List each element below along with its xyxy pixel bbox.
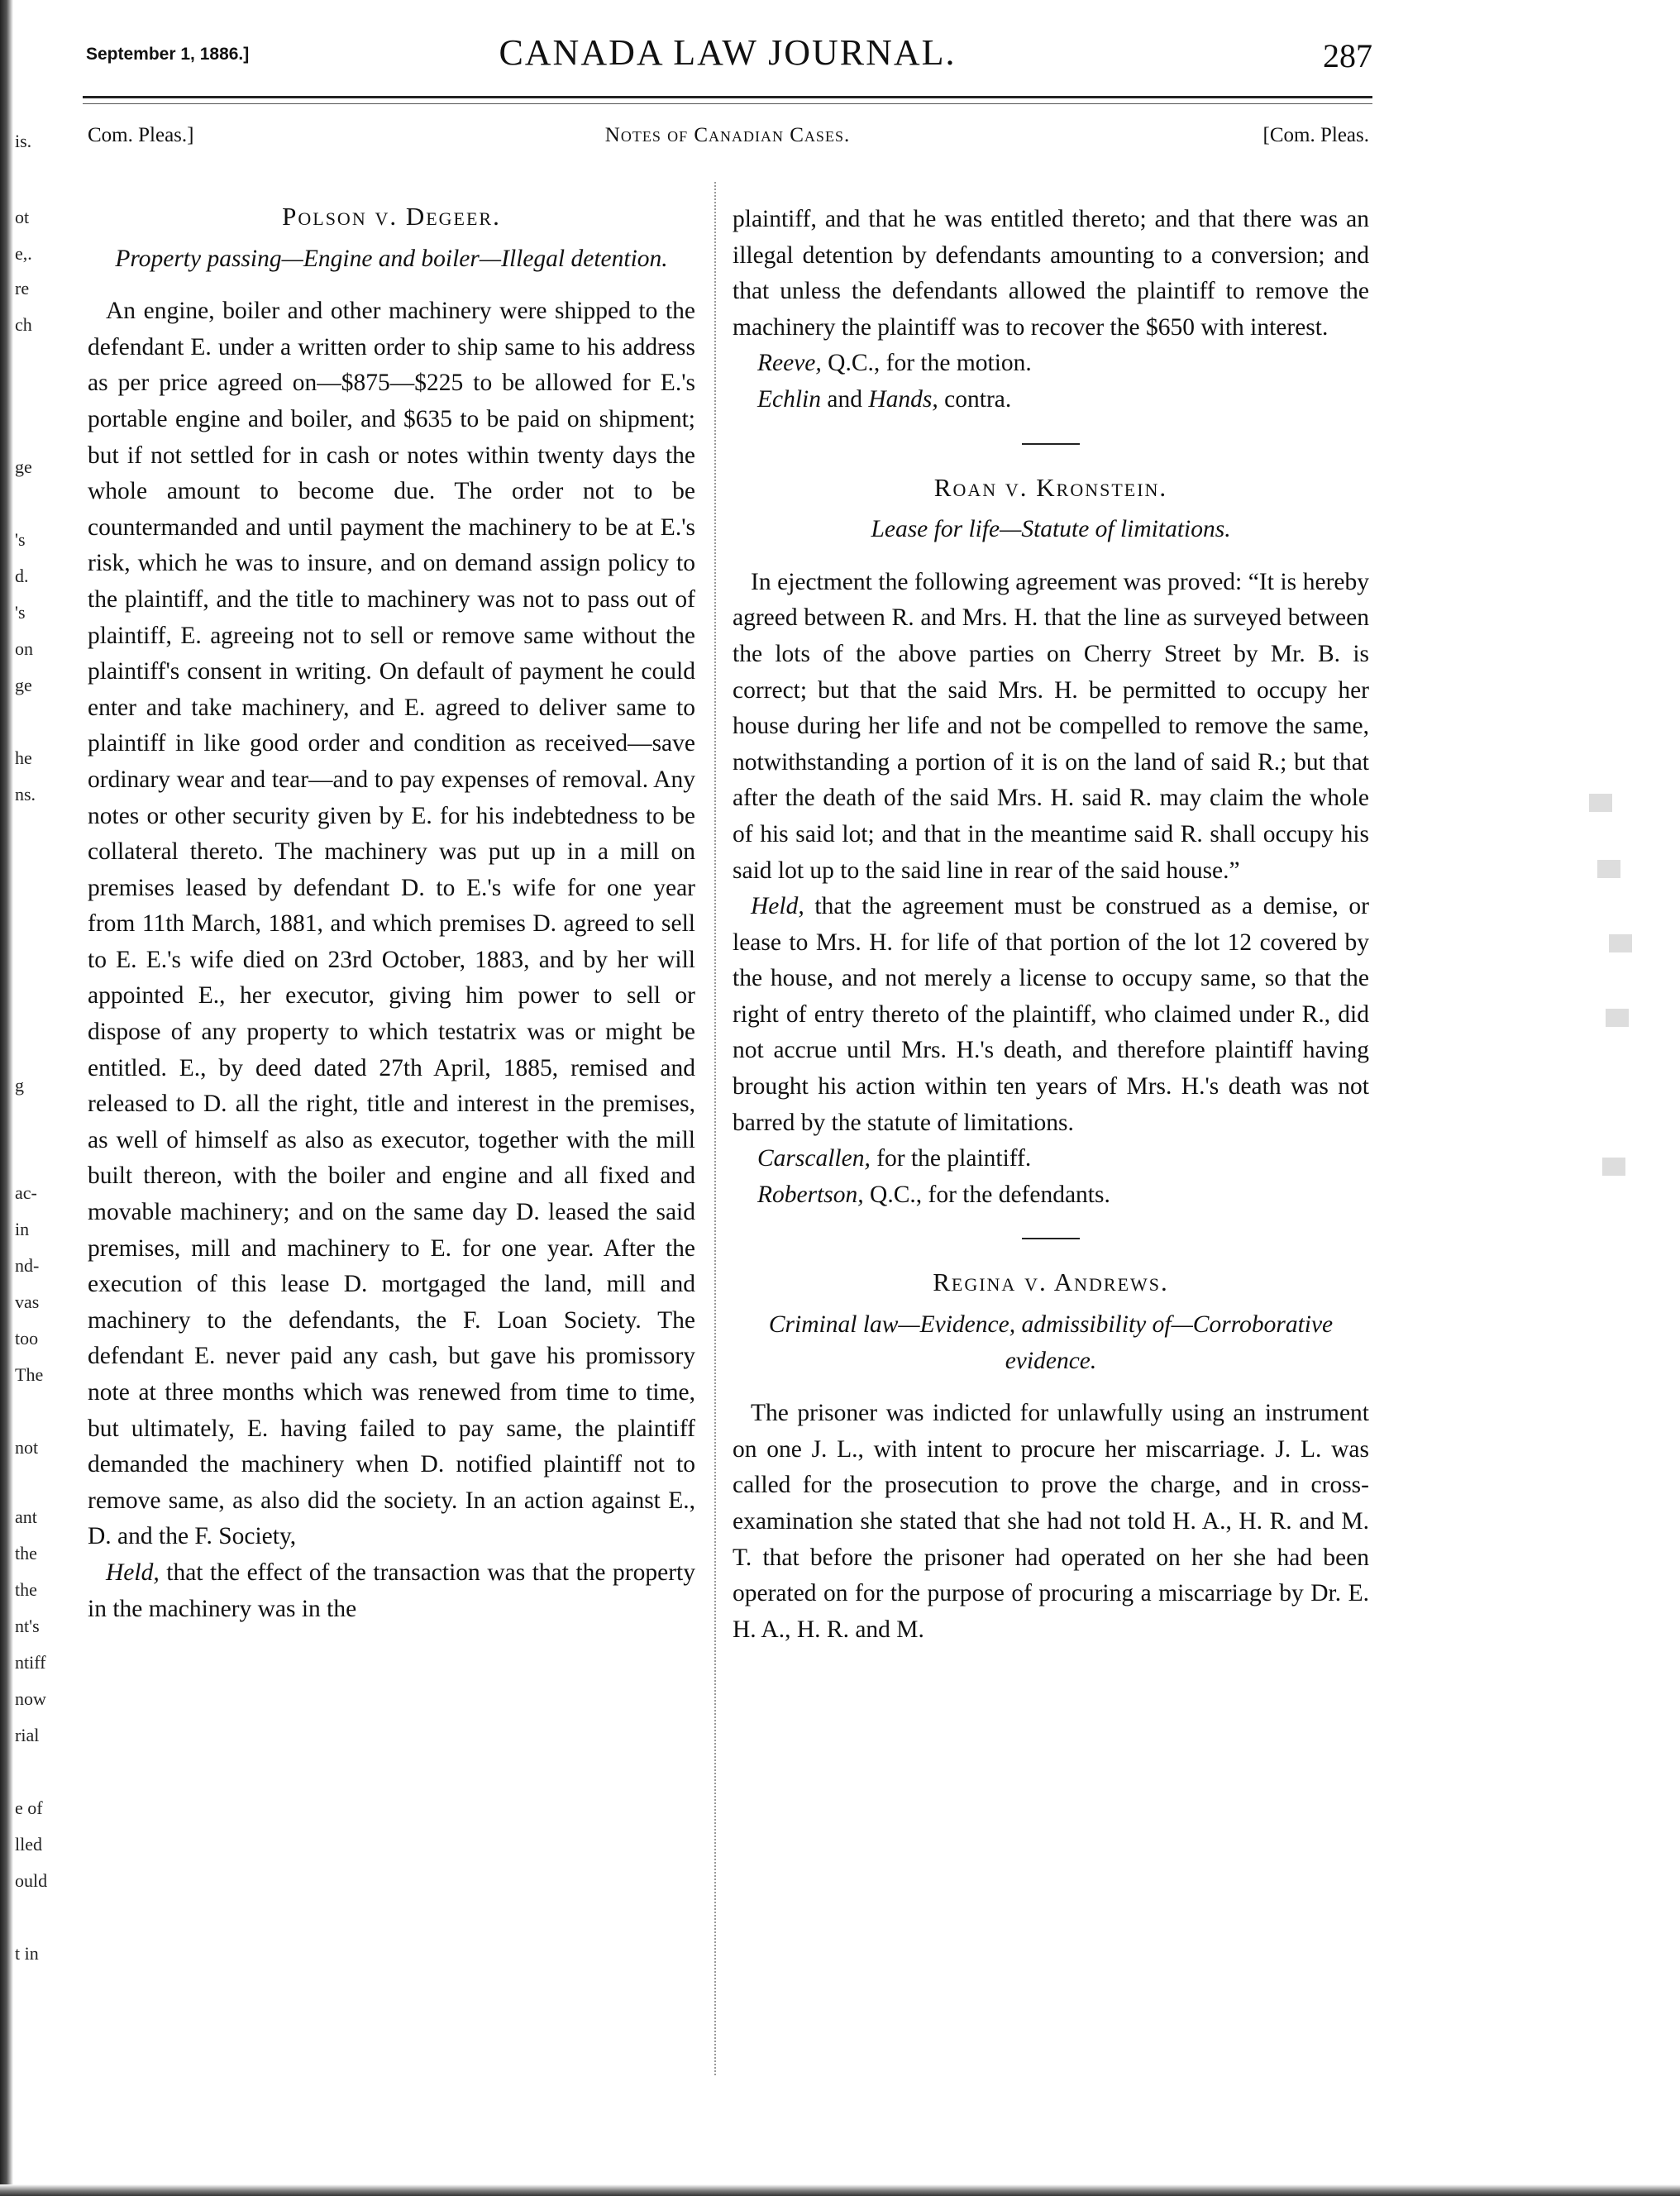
case-subtitle: Property passing—Engine and boiler—Illegal detention. [115, 245, 668, 272]
bleed-text: ge [15, 675, 32, 695]
scan-edge-left [0, 0, 13, 2196]
page-number: 287 [1323, 37, 1372, 74]
bleed-text: now [15, 1688, 46, 1709]
bleed-text: ntiff [15, 1652, 46, 1673]
counsel-line [757, 382, 1369, 418]
counsel-role: Q.C., for the motion. [821, 350, 1032, 377]
column-divider [714, 182, 716, 2075]
bleed-text: t in [15, 1943, 39, 1964]
case-body: The prisoner was indicted for unlawfully using an instrument on one J. L., with intent to procure her miscarriage. J. L. was called for the prosecution to prove the charge, and in cross-examination she stated that she had not told H. A., H. R. and M. T. that before the prisoner had operated on her she had been operated on for the purpose of procuring a miscarriage by Dr. E. H. A., H. R. and M. [733, 1400, 1369, 1643]
right-column [733, 202, 1369, 1648]
case-title: Roan v. Kronstein. [933, 472, 1168, 502]
bleed-text: he [15, 747, 32, 768]
bleed-text: 's [15, 529, 26, 550]
bleed-text: The [15, 1364, 44, 1385]
counsel-joiner: and [821, 385, 869, 413]
adjacent-page-bleed [15, 0, 73, 2196]
counsel-name: Hands, [868, 385, 938, 413]
running-head-left: Com. Pleas.] [88, 124, 194, 146]
bleed-text: the [15, 1579, 37, 1600]
bleed-text: ns. [15, 784, 36, 804]
case-separator [1022, 1238, 1080, 1239]
case-separator [1022, 443, 1080, 445]
holding-text: that the agreement must be construed as a demise, or lease to Mrs. H. for life of that portion of the lot 12 covered by the house, and not merely a license to occupy same, so that the right of entry thereto of the plaintiff, who claimed under R., did not accrue until Mrs. H.'s death, and therefore plaintiff having brought his action within ten years of Mrs. H.'s death was not barred by the statute of limitations. [733, 893, 1369, 1136]
counsel-line [757, 346, 1369, 382]
counsel-name: Robertson, [757, 1181, 864, 1208]
bleed-text: vas [15, 1291, 40, 1312]
bleed-text: is. [15, 131, 32, 151]
holding-text: that the effect of the transaction was that the property in the machinery was in the [88, 1559, 695, 1622]
case-body: An engine, boiler and other machinery were shipped to the defendant E. under a written order to ship same to his address as per price agreed on—$875—$225 to be allowed for E.'s portable engine and boiler, and $635 to be paid on shipment; but if not settled for in cash or notes within twenty days the whole amount to become due. The order not to be countermanded and until payment the machinery to be at E.'s risk, which he was to insure, and on demand assign policy to the plaintiff, and the title to machinery was not to pass out of plaintiff, E. agreeing not to sell or remove same without the plaintiff's consent in writing. On default of payment he could enter and take machinery, and E. agreed to deliver same to plaintiff in like good order and condition as received—save ordinary wear and tear—and to pay expenses of removal. Any notes or other security given by E. for his indebtedness to be collateral thereto. The machinery was put up in a mill on premises leased by defendant D. to E.'s wife for one year from 11th March, 1881, and which premises D. agreed to sell to E. E.'s wife died on 23rd October, 1883, and by her will appointed E., her executor, giving him power to sell or dispose of any property to which testatrix was or might be entitled. E., by deed dated 27th April, 1885, remised and released to D. all the right, title and interest in the premises, as well of himself as also as executor, together with the mill built thereon, with the boiler and engine and all fixed and movable machinery; and on the same day D. leased the said premises, mill and machinery to E. for one year. After the execution of this lease D. mortgaged the land, mill and machinery to the defendants, the F. Loan Society. The defendant E. never paid any cash, but gave his promissory note at three months which was renewed from time to time, but ultimately, E. having failed to pay same, the plaintiff demanded the machinery when D. notified plaintiff not to remove same, as also did the society. In an action against E., D. and the F. Society, [88, 298, 695, 1550]
bleed-text: re [15, 278, 30, 298]
bleed-text: ould [15, 1870, 48, 1891]
bleed-text: on [15, 638, 33, 659]
bleed-text: ot [15, 207, 30, 227]
scan-artifacts [1573, 761, 1647, 1257]
counsel-role: contra. [938, 385, 1012, 413]
counsel-name: Echlin [757, 385, 822, 413]
counsel-line [757, 1177, 1369, 1214]
bleed-text: 's [15, 602, 26, 623]
bleed-text: lled [15, 1834, 42, 1855]
bleed-text: ac- [15, 1182, 37, 1203]
bleed-text: e,. [15, 243, 32, 264]
case-title: Polson v. Degeer. [282, 202, 501, 231]
case-holding [88, 1555, 695, 1627]
case-subtitle: Lease for life—Statute of limitations. [871, 516, 1231, 543]
case-holding [733, 889, 1369, 1141]
bleed-text: g [15, 1075, 24, 1096]
counsel-role: for the plaintiff. [870, 1145, 1032, 1172]
bleed-text: nd- [15, 1255, 40, 1276]
header-rule [83, 96, 1372, 104]
counsel-line [757, 1141, 1369, 1177]
case-body: In ejectment the following agreement was proved: “It is hereby agreed between R. and Mrs. H. that the line as surveyed between the lots of the above parties on Cherry Street by Mr. B. is correct; but that the said Mrs. H. be permitted to occupy her house during her life and not be compelled to remove the same, notwithstanding a portion of it is on the land of said R.; but that after the death of the said Mrs. H. said R. may claim the whole of his said lot; and that in the meantime said R. shall occupy his said lot up to the said line in rear of the said house.” [733, 568, 1369, 884]
bleed-text: the [15, 1543, 37, 1563]
case-body-continued: plaintiff, and that he was entitled thereto; and that there was an illegal detention by defendants amounting to a conversion; and that unless the defendants allowed the plaintiff to remove the machinery the plaintiff was to recover the $650 with interest. [733, 206, 1369, 341]
counsel-role: Q.C., for the defendants. [863, 1181, 1110, 1208]
bleed-text: e of [15, 1797, 43, 1818]
bleed-text: rial [15, 1725, 40, 1745]
bleed-text: d. [15, 566, 29, 586]
bleed-text: ch [15, 314, 32, 335]
case-subtitle: Criminal law—Evidence, admissibility of—Corroborative evidence. [768, 1311, 1334, 1374]
held-label: Held, [106, 1559, 160, 1586]
case-title: Regina v. Andrews. [933, 1267, 1169, 1297]
journal-title: CANADA LAW JOURNAL. [499, 32, 957, 73]
running-head [83, 124, 1372, 157]
bleed-text: ant [15, 1506, 37, 1527]
bleed-text: not [15, 1437, 39, 1458]
counsel-name: Carscallen, [757, 1145, 871, 1172]
page-header [83, 30, 1372, 79]
bleed-text: nt's [15, 1616, 40, 1636]
counsel-name: Reeve, [757, 350, 822, 377]
bleed-text: ge [15, 456, 32, 477]
running-head-right: [Com. Pleas. [1262, 124, 1369, 146]
left-column [88, 198, 695, 1627]
bleed-text: in [15, 1219, 30, 1239]
issue-date: September 1, 1886.] [86, 45, 250, 64]
held-label: Held, [751, 893, 804, 920]
bleed-text: too [15, 1328, 39, 1349]
running-head-center: Notes of Canadian Cases. [604, 124, 851, 146]
scan-edge-bottom [0, 2184, 1680, 2196]
